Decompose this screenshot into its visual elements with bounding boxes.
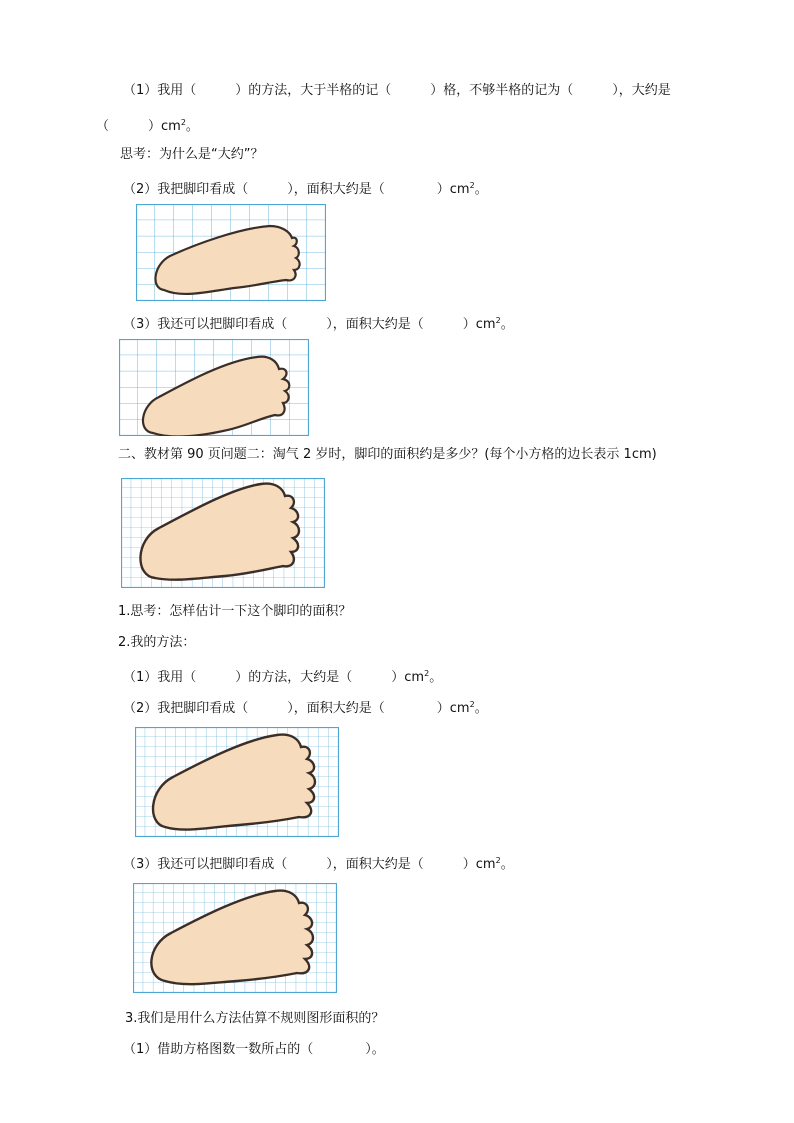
footprint-grid-image [135,727,339,837]
sentence-end: 。 [474,701,488,716]
sentence-end: 。 [429,670,443,685]
question-2-3-heading [125,1010,384,1028]
think-text: 思考：为什么是“大约”？ [120,147,264,162]
sentence-end: 。 [500,317,514,332]
footprint-grid-1 [136,204,326,301]
section-2-title [118,446,657,464]
question-2-2-1-line [123,665,442,687]
question-1-3-line [123,312,514,334]
footprint-grid-image [119,339,309,436]
q1-text: 1.思考：怎样估计一下这个脚印的面积？ [118,604,352,619]
footprint-grid-image [121,478,325,588]
unit-superscript: 2 [495,856,501,865]
question-1-2-line [123,177,488,199]
unit-superscript: 2 [180,118,186,127]
footprint-grid-5 [133,883,337,993]
q2-1-text: （1）我用（ ）的方法，大约是（ ）cm [123,670,425,685]
q3-1-text: （1）借助方格图数一数所占的（ ）。 [123,1042,385,1057]
question-1-1-answer-text: （ ）cm [96,119,181,134]
footprint-grid-image [136,204,326,301]
question-2-2-2-line [123,696,488,718]
question-1-1-line-a [123,82,671,100]
footprint-grid-4 [135,727,339,837]
footprint-grid-3 [121,478,325,588]
unit-superscript: 2 [469,181,475,190]
question-2-3-1-line [123,1041,385,1059]
question-1-1-line-b [96,114,199,136]
question-2-1-think [118,603,351,621]
q2-text: 2.我的方法： [118,635,196,650]
sentence-end: 。 [500,857,514,872]
q2-2-text: （2）我把脚印看成（ ），面积大约是（ ）cm [123,701,470,716]
section-2-title-text: 二、教材第 90 页问题二：淘气 2 岁时，脚印的面积约是多少？(每个小方格的边长表示 1cm) [118,447,657,462]
think-why-approx [120,146,263,164]
question-1-1-text: （1）我用（ ）的方法，大于半格的记（ ）格，不够半格的记为（ ），大约是 [123,83,671,98]
footprint-grid-image [133,883,337,993]
unit-superscript: 2 [469,700,475,709]
question-2-2-heading [118,634,195,652]
unit-superscript: 2 [424,669,430,678]
sentence-end: 。 [185,119,199,134]
sentence-end: 。 [474,182,488,197]
question-1-3-text: （3）我还可以把脚印看成（ ），面积大约是（ ）cm [123,317,496,332]
footprint-grid-2 [119,339,309,436]
q2-3-text: （3）我还可以把脚印看成（ ），面积大约是（ ）cm [123,857,496,872]
q3-text: 3.我们是用什么方法估算不规则图形面积的？ [125,1011,385,1026]
question-1-2-text: （2）我把脚印看成（ ），面积大约是（ ）cm [123,182,470,197]
unit-superscript: 2 [495,316,501,325]
question-2-2-3-line [123,852,514,874]
